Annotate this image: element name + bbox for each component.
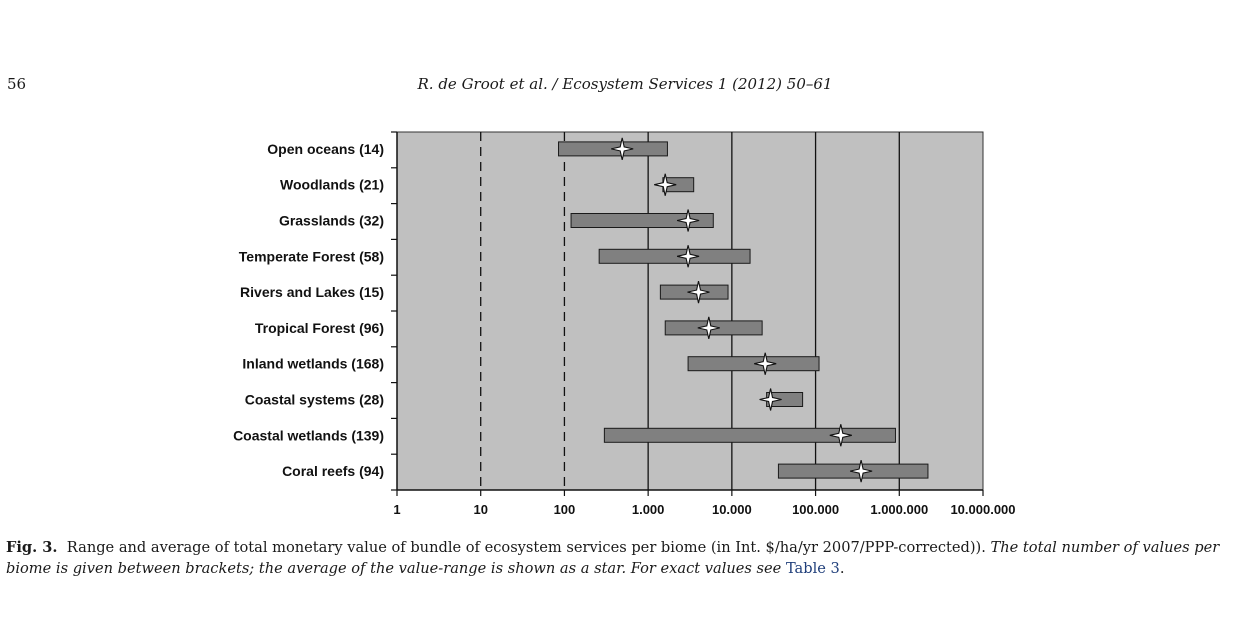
x-tick-label: 1.000 [631,502,665,517]
caption-italic-text: The total number of values per biome is given between brackets; the average of the value-range is shown as a star. For exact values see [6,539,1220,577]
category-label: Inland wetlands (168) [242,355,384,372]
category-label: Woodlands (21) [280,176,384,193]
x-tick-label: 10 [473,502,488,517]
x-tick-label: 1 [393,502,401,517]
x-tick-label: 10.000 [711,502,752,517]
caption-label: Fig. 3. [6,539,58,556]
caption-main-text: Range and average of total monetary value of bundle of ecosystem services per biome (in Int. $/ha/yr 2007/PPP-corrected)). [66,539,986,556]
x-tick-label: 100 [553,502,576,517]
category-label: Tropical Forest (96) [254,319,384,336]
category-label: Coral reefs (94) [282,463,384,480]
category-label: Grasslands (32) [278,212,384,229]
category-label: Temperate Forest (58) [238,248,384,265]
x-tick-label: 100.000 [792,502,840,517]
x-tick-label: 1.000.000 [870,502,929,517]
caption-end: . [839,560,845,577]
category-label: Open oceans (14) [267,140,384,157]
table-reference-link[interactable]: Table 3 [785,560,840,577]
category-label: Coastal wetlands (139) [233,427,384,444]
figure-caption [6,537,1244,579]
running-header: R. de Groot et al. / Ecosystem Services 1 (2012) 50–61 [417,75,833,93]
range-bar [688,357,819,371]
page-number: 56 [7,75,27,93]
x-tick-label: 10.000.000 [950,502,1016,517]
category-label: Rivers and Lakes (15) [240,284,384,301]
range-bar [599,249,750,263]
category-label: Coastal systems (28) [244,391,384,408]
